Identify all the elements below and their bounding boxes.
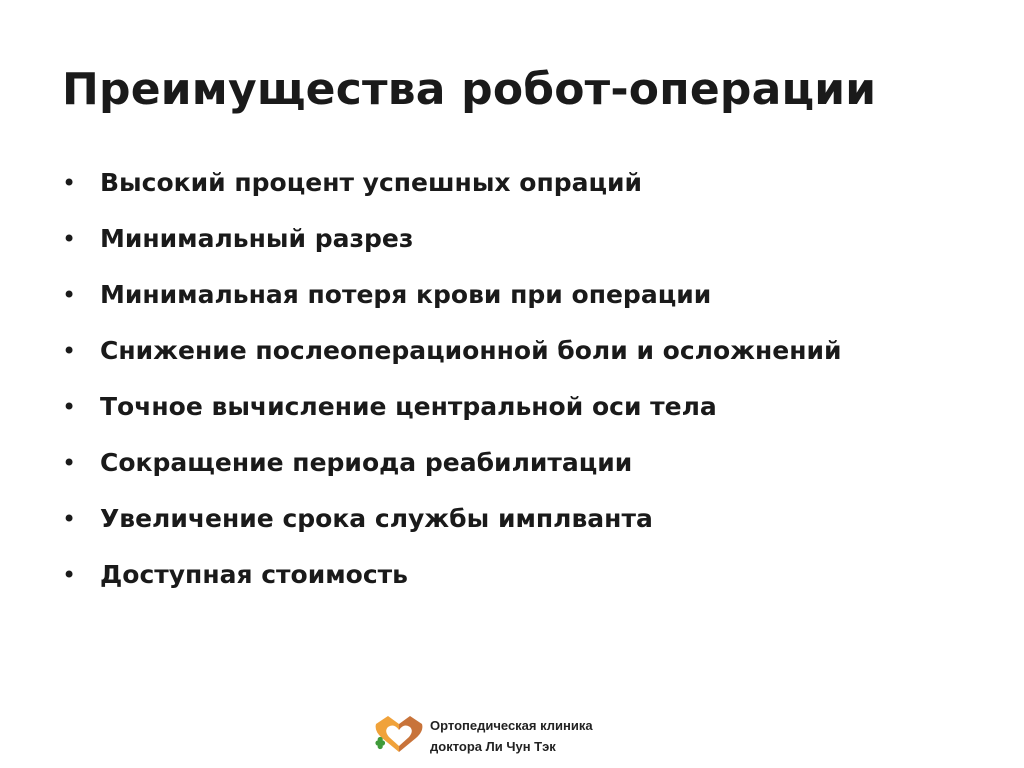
bullet-icon: • — [62, 449, 77, 477]
clinic-logo-text — [430, 715, 593, 757]
bullet-text: Снижение послеоперационной боли и осложнений — [100, 336, 842, 365]
bullet-item — [62, 161, 842, 217]
bullet-item — [62, 273, 842, 329]
bullet-text: Высокий процент успешных опраций — [100, 168, 643, 197]
bullet-text: Сокращение периода реабилитации — [100, 448, 633, 477]
bullet-item — [62, 497, 842, 553]
bullet-icon: • — [62, 505, 77, 533]
bullet-icon: • — [62, 169, 77, 197]
bullet-icon: • — [62, 337, 77, 365]
clinic-heart-logo-icon — [372, 714, 426, 756]
bullet-text: Увеличение срока службы имплванта — [100, 504, 653, 533]
bullet-item — [62, 441, 842, 497]
bullet-text: Минимальная потеря крови при операции — [100, 280, 712, 309]
bullet-item — [62, 217, 842, 273]
clinic-name-line-2: доктора Ли Чун Тэк — [430, 739, 556, 754]
bullet-icon: • — [62, 393, 77, 421]
bullet-item — [62, 385, 842, 441]
bullet-list — [62, 161, 842, 609]
bullet-item — [62, 329, 842, 385]
clinic-name-line-1: Ортопедическая клиника — [430, 718, 593, 733]
slide-title: Преимущества робот-операции — [62, 64, 877, 115]
bullet-icon: • — [62, 281, 77, 309]
bullet-text: Точное вычисление центральной оси тела — [100, 392, 717, 421]
bullet-icon: • — [62, 225, 77, 253]
bullet-text: Минимальный разрез — [100, 224, 414, 253]
clinic-logo — [372, 712, 632, 760]
bullet-icon: • — [62, 561, 77, 589]
bullet-item — [62, 553, 842, 609]
bullet-text: Доступная стоимость — [100, 560, 408, 589]
